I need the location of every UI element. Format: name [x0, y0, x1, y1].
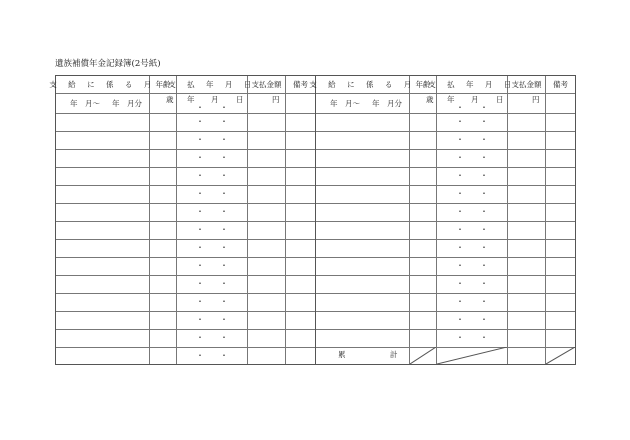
date-separator: ・	[220, 315, 228, 324]
date-separator: ・	[220, 225, 228, 234]
date-separator: ・	[456, 261, 464, 270]
table-row	[56, 311, 315, 330]
date-separator: ・	[480, 315, 488, 324]
date-separator: ・	[220, 243, 228, 252]
date-separator: ・	[196, 171, 204, 180]
table-cell	[546, 113, 575, 131]
table-cell	[248, 203, 286, 221]
table-row	[56, 203, 315, 222]
date-separator: ・	[456, 153, 464, 162]
table-cell	[437, 293, 508, 311]
table-row	[316, 113, 575, 132]
table-cell	[437, 131, 508, 149]
summary-label-left: 累	[338, 350, 346, 359]
table-row	[56, 149, 315, 168]
date-separator: ・	[456, 189, 464, 198]
summary-label-right: 計	[390, 350, 398, 359]
date-separator: ・	[456, 333, 464, 342]
table-row	[56, 275, 315, 294]
table-row	[56, 293, 315, 312]
date-separator: ・	[220, 171, 228, 180]
table-cell	[177, 329, 248, 347]
table-cell	[410, 275, 437, 293]
header-payment-date-label: 支 払 年 月 日	[428, 79, 516, 89]
table-cell	[150, 221, 177, 239]
summary-cell	[316, 347, 410, 364]
date-separator: ・	[220, 103, 228, 112]
table-row	[316, 239, 575, 258]
table-cell	[286, 131, 315, 149]
table-cell	[546, 221, 575, 239]
date-separator: ・	[220, 189, 228, 198]
table-cell	[410, 113, 437, 131]
pay-year-label: 年	[447, 95, 455, 104]
date-separator: ・	[456, 135, 464, 144]
table-cell	[248, 113, 286, 131]
table-cell	[177, 221, 248, 239]
pay-day-label: 日	[496, 95, 504, 104]
table-cell	[508, 221, 546, 239]
table-cell	[410, 293, 437, 311]
table-cell	[316, 239, 410, 257]
table-cell	[286, 311, 315, 329]
date-separator: ・	[196, 189, 204, 198]
diagonal-slash	[410, 347, 436, 364]
date-separator: ・	[480, 333, 488, 342]
ledger-table	[49, 75, 576, 365]
period-from-year-label: 年	[330, 99, 338, 108]
table-cell	[150, 167, 177, 185]
table-cell	[508, 203, 546, 221]
date-separator: ・	[220, 135, 228, 144]
date-separator: ・	[480, 297, 488, 306]
date-separator: ・	[456, 315, 464, 324]
table-cell	[437, 257, 508, 275]
table-cell	[508, 311, 546, 329]
table-cell	[316, 203, 410, 221]
unit-cell	[437, 93, 508, 113]
date-separator: ・	[480, 189, 488, 198]
table-cell	[286, 113, 315, 131]
date-separator: ・	[456, 297, 464, 306]
table-cell	[286, 275, 315, 293]
table-row	[56, 239, 315, 258]
table-cell	[177, 275, 248, 293]
table-cell	[177, 203, 248, 221]
table-row	[316, 293, 575, 312]
period-to-year-label: 年	[112, 99, 120, 108]
table-cell	[316, 149, 410, 167]
table-cell	[546, 149, 575, 167]
period-from-year-label: 年	[70, 99, 78, 108]
table-cell	[316, 329, 410, 347]
table-cell	[437, 149, 508, 167]
table-cell	[56, 167, 150, 185]
table-row	[316, 347, 575, 364]
table-cell	[546, 185, 575, 203]
table-cell	[546, 311, 575, 329]
table-cell	[546, 131, 575, 149]
period-to-month-label: 月分	[387, 99, 402, 108]
table-cell	[56, 257, 150, 275]
summary-cell	[410, 347, 437, 364]
table-cell	[546, 203, 575, 221]
header-row	[49, 76, 315, 94]
table-cell	[248, 149, 286, 167]
table-cell	[437, 185, 508, 203]
table-cell	[546, 239, 575, 257]
table-cell	[410, 203, 437, 221]
header-age-label: 年齢	[415, 79, 431, 89]
table-cell	[56, 311, 150, 329]
unit-cell	[177, 93, 248, 113]
header-row	[309, 76, 575, 94]
header-remarks	[546, 76, 575, 93]
table-cell	[286, 293, 315, 311]
table-row	[316, 167, 575, 186]
period-to-month-label: 月分	[127, 99, 142, 108]
table-cell	[56, 149, 150, 167]
table-cell	[177, 149, 248, 167]
table-cell	[248, 257, 286, 275]
table-cell	[56, 221, 150, 239]
table-cell	[177, 185, 248, 203]
unit-cell	[508, 93, 546, 113]
table-cell	[248, 329, 286, 347]
table-cell	[437, 203, 508, 221]
table-cell	[316, 257, 410, 275]
header-remarks-label: 備考	[553, 79, 568, 89]
date-separator: ・	[196, 153, 204, 162]
date-separator: ・	[196, 279, 204, 288]
table-cell	[546, 167, 575, 185]
table-cell	[437, 329, 508, 347]
pay-day-label: 日	[236, 95, 244, 104]
table-cell	[508, 149, 546, 167]
table-row	[316, 257, 575, 276]
date-separator: ・	[456, 207, 464, 216]
table-cell	[56, 275, 150, 293]
table-cell	[177, 293, 248, 311]
table-row	[56, 113, 315, 132]
unit-cell	[150, 93, 177, 113]
table-row	[316, 275, 575, 294]
table-cell	[546, 329, 575, 347]
date-separator: ・	[480, 261, 488, 270]
table-cell	[150, 275, 177, 293]
table-cell	[316, 275, 410, 293]
date-separator: ・	[456, 117, 464, 126]
table-cell	[56, 347, 150, 364]
table-cell	[437, 167, 508, 185]
age-unit-label: 歳	[426, 95, 434, 104]
table-cell	[56, 293, 150, 311]
table-cell	[150, 185, 177, 203]
date-separator: ・	[220, 207, 228, 216]
date-separator: ・	[456, 243, 464, 252]
date-separator: ・	[196, 117, 204, 126]
period-from-month-label: 月～	[85, 99, 100, 108]
header-age-label: 年齢	[155, 79, 171, 89]
date-separator: ・	[196, 207, 204, 216]
table-cell	[508, 293, 546, 311]
header-period	[49, 76, 156, 93]
date-separator: ・	[220, 333, 228, 342]
table-cell	[248, 347, 286, 364]
table-cell	[286, 167, 315, 185]
table-cell	[248, 311, 286, 329]
table-cell	[56, 329, 150, 347]
table-row	[56, 329, 315, 348]
date-separator: ・	[480, 279, 488, 288]
table-cell	[177, 239, 248, 257]
date-separator: ・	[220, 153, 228, 162]
ledger-left-half	[49, 76, 316, 364]
unit-cell	[286, 93, 315, 113]
table-cell	[177, 167, 248, 185]
unit-cell	[546, 93, 575, 113]
header-period-label: 支 給 に 係 る 月	[309, 79, 416, 89]
table-cell	[248, 239, 286, 257]
date-separator: ・	[220, 279, 228, 288]
table-cell	[177, 257, 248, 275]
table-cell	[177, 347, 248, 364]
date-separator: ・	[196, 243, 204, 252]
diagonal-slash	[437, 347, 507, 364]
date-separator: ・	[456, 225, 464, 234]
table-cell	[316, 221, 410, 239]
header-amount-label: 支払金額	[511, 79, 542, 89]
date-separator: ・	[480, 207, 488, 216]
table-cell	[150, 257, 177, 275]
table-cell	[56, 203, 150, 221]
table-cell	[316, 131, 410, 149]
pay-month-label: 月	[211, 95, 219, 104]
table-cell	[508, 131, 546, 149]
header-remarks-label: 備考	[293, 79, 308, 89]
date-separator: ・	[196, 351, 204, 360]
date-separator: ・	[196, 261, 204, 270]
table-cell	[150, 311, 177, 329]
age-unit-label: 歳	[166, 95, 174, 104]
date-separator: ・	[480, 135, 488, 144]
table-cell	[286, 203, 315, 221]
table-cell	[508, 239, 546, 257]
pay-month-label: 月	[471, 95, 479, 104]
date-separator: ・	[456, 171, 464, 180]
date-separator: ・	[196, 297, 204, 306]
header-period-label: 支 給 に 係 る 月	[49, 79, 156, 89]
table-cell	[150, 329, 177, 347]
table-cell	[150, 203, 177, 221]
table-row	[316, 203, 575, 222]
date-separator: ・	[196, 315, 204, 324]
table-cell	[286, 221, 315, 239]
table-cell	[56, 131, 150, 149]
table-cell	[286, 239, 315, 257]
table-cell	[56, 239, 150, 257]
unit-cell	[56, 93, 150, 113]
header-amount	[508, 76, 546, 93]
table-cell	[248, 275, 286, 293]
header-payment-date	[428, 76, 516, 93]
table-cell	[316, 167, 410, 185]
unit-cell	[410, 93, 437, 113]
period-to-year-label: 年	[372, 99, 380, 108]
table-row	[316, 329, 575, 348]
table-cell	[410, 167, 437, 185]
ledger-right-half	[309, 76, 575, 364]
table-row	[316, 221, 575, 240]
table-row	[56, 257, 315, 276]
table-cell	[546, 257, 575, 275]
table-row	[316, 131, 575, 150]
date-separator: ・	[456, 279, 464, 288]
table-cell	[56, 113, 150, 131]
date-separator: ・	[480, 243, 488, 252]
table-cell	[410, 221, 437, 239]
table-cell	[177, 131, 248, 149]
period-from-month-label: 月～	[345, 99, 360, 108]
amount-unit-label: 円	[272, 95, 280, 104]
table-row	[56, 131, 315, 150]
table-row	[56, 221, 315, 240]
table-cell	[286, 185, 315, 203]
date-separator: ・	[456, 103, 464, 112]
table-cell	[286, 257, 315, 275]
table-cell	[410, 311, 437, 329]
table-cell	[150, 149, 177, 167]
date-separator: ・	[220, 117, 228, 126]
date-separator: ・	[220, 297, 228, 306]
header-amount-label: 支払金額	[251, 79, 282, 89]
table-cell	[316, 293, 410, 311]
table-cell	[150, 113, 177, 131]
table-cell	[56, 185, 150, 203]
date-separator: ・	[220, 351, 228, 360]
table-cell	[437, 275, 508, 293]
table-cell	[150, 239, 177, 257]
table-cell	[316, 113, 410, 131]
date-separator: ・	[480, 117, 488, 126]
table-row	[316, 185, 575, 204]
table-cell	[177, 113, 248, 131]
table-cell	[316, 185, 410, 203]
table-cell	[508, 257, 546, 275]
table-cell	[508, 167, 546, 185]
table-cell	[437, 239, 508, 257]
date-separator: ・	[196, 333, 204, 342]
table-cell	[150, 293, 177, 311]
table-cell	[437, 113, 508, 131]
table-cell	[410, 149, 437, 167]
table-cell	[248, 221, 286, 239]
table-cell	[410, 257, 437, 275]
unit-row	[316, 93, 575, 114]
table-cell	[286, 149, 315, 167]
table-cell	[410, 239, 437, 257]
date-separator: ・	[480, 103, 488, 112]
table-row	[316, 149, 575, 168]
table-cell	[150, 347, 177, 364]
table-cell	[177, 311, 248, 329]
table-cell	[508, 275, 546, 293]
table-cell	[248, 131, 286, 149]
unit-row	[56, 93, 315, 114]
table-row	[56, 185, 315, 204]
date-separator: ・	[196, 103, 204, 112]
table-row	[56, 347, 315, 364]
date-separator: ・	[480, 171, 488, 180]
table-row	[56, 167, 315, 186]
summary-cell	[508, 347, 546, 364]
pay-year-label: 年	[187, 95, 195, 104]
table-cell	[248, 185, 286, 203]
header-payment-date	[168, 76, 256, 93]
table-cell	[286, 329, 315, 347]
date-separator: ・	[196, 135, 204, 144]
form-title: 遺族補償年金記録簿(2号紙)	[55, 59, 161, 69]
table-cell	[437, 311, 508, 329]
table-cell	[150, 131, 177, 149]
unit-cell	[316, 93, 410, 113]
table-cell	[248, 167, 286, 185]
table-row	[316, 311, 575, 330]
summary-cell	[546, 347, 575, 364]
date-separator: ・	[220, 261, 228, 270]
table-cell	[286, 347, 315, 364]
summary-cell	[437, 347, 508, 364]
table-cell	[316, 311, 410, 329]
date-separator: ・	[196, 225, 204, 234]
table-cell	[410, 185, 437, 203]
table-cell	[546, 275, 575, 293]
amount-unit-label: 円	[532, 95, 540, 104]
table-cell	[410, 131, 437, 149]
date-separator: ・	[480, 153, 488, 162]
header-payment-date-label: 支 払 年 月 日	[168, 79, 256, 89]
table-cell	[410, 329, 437, 347]
header-amount	[248, 76, 286, 93]
diagonal-slash	[546, 347, 575, 364]
table-cell	[508, 329, 546, 347]
date-separator: ・	[480, 225, 488, 234]
table-cell	[248, 293, 286, 311]
table-cell	[437, 221, 508, 239]
unit-cell	[248, 93, 286, 113]
header-period	[309, 76, 416, 93]
table-cell	[546, 293, 575, 311]
table-cell	[508, 113, 546, 131]
table-cell	[508, 185, 546, 203]
